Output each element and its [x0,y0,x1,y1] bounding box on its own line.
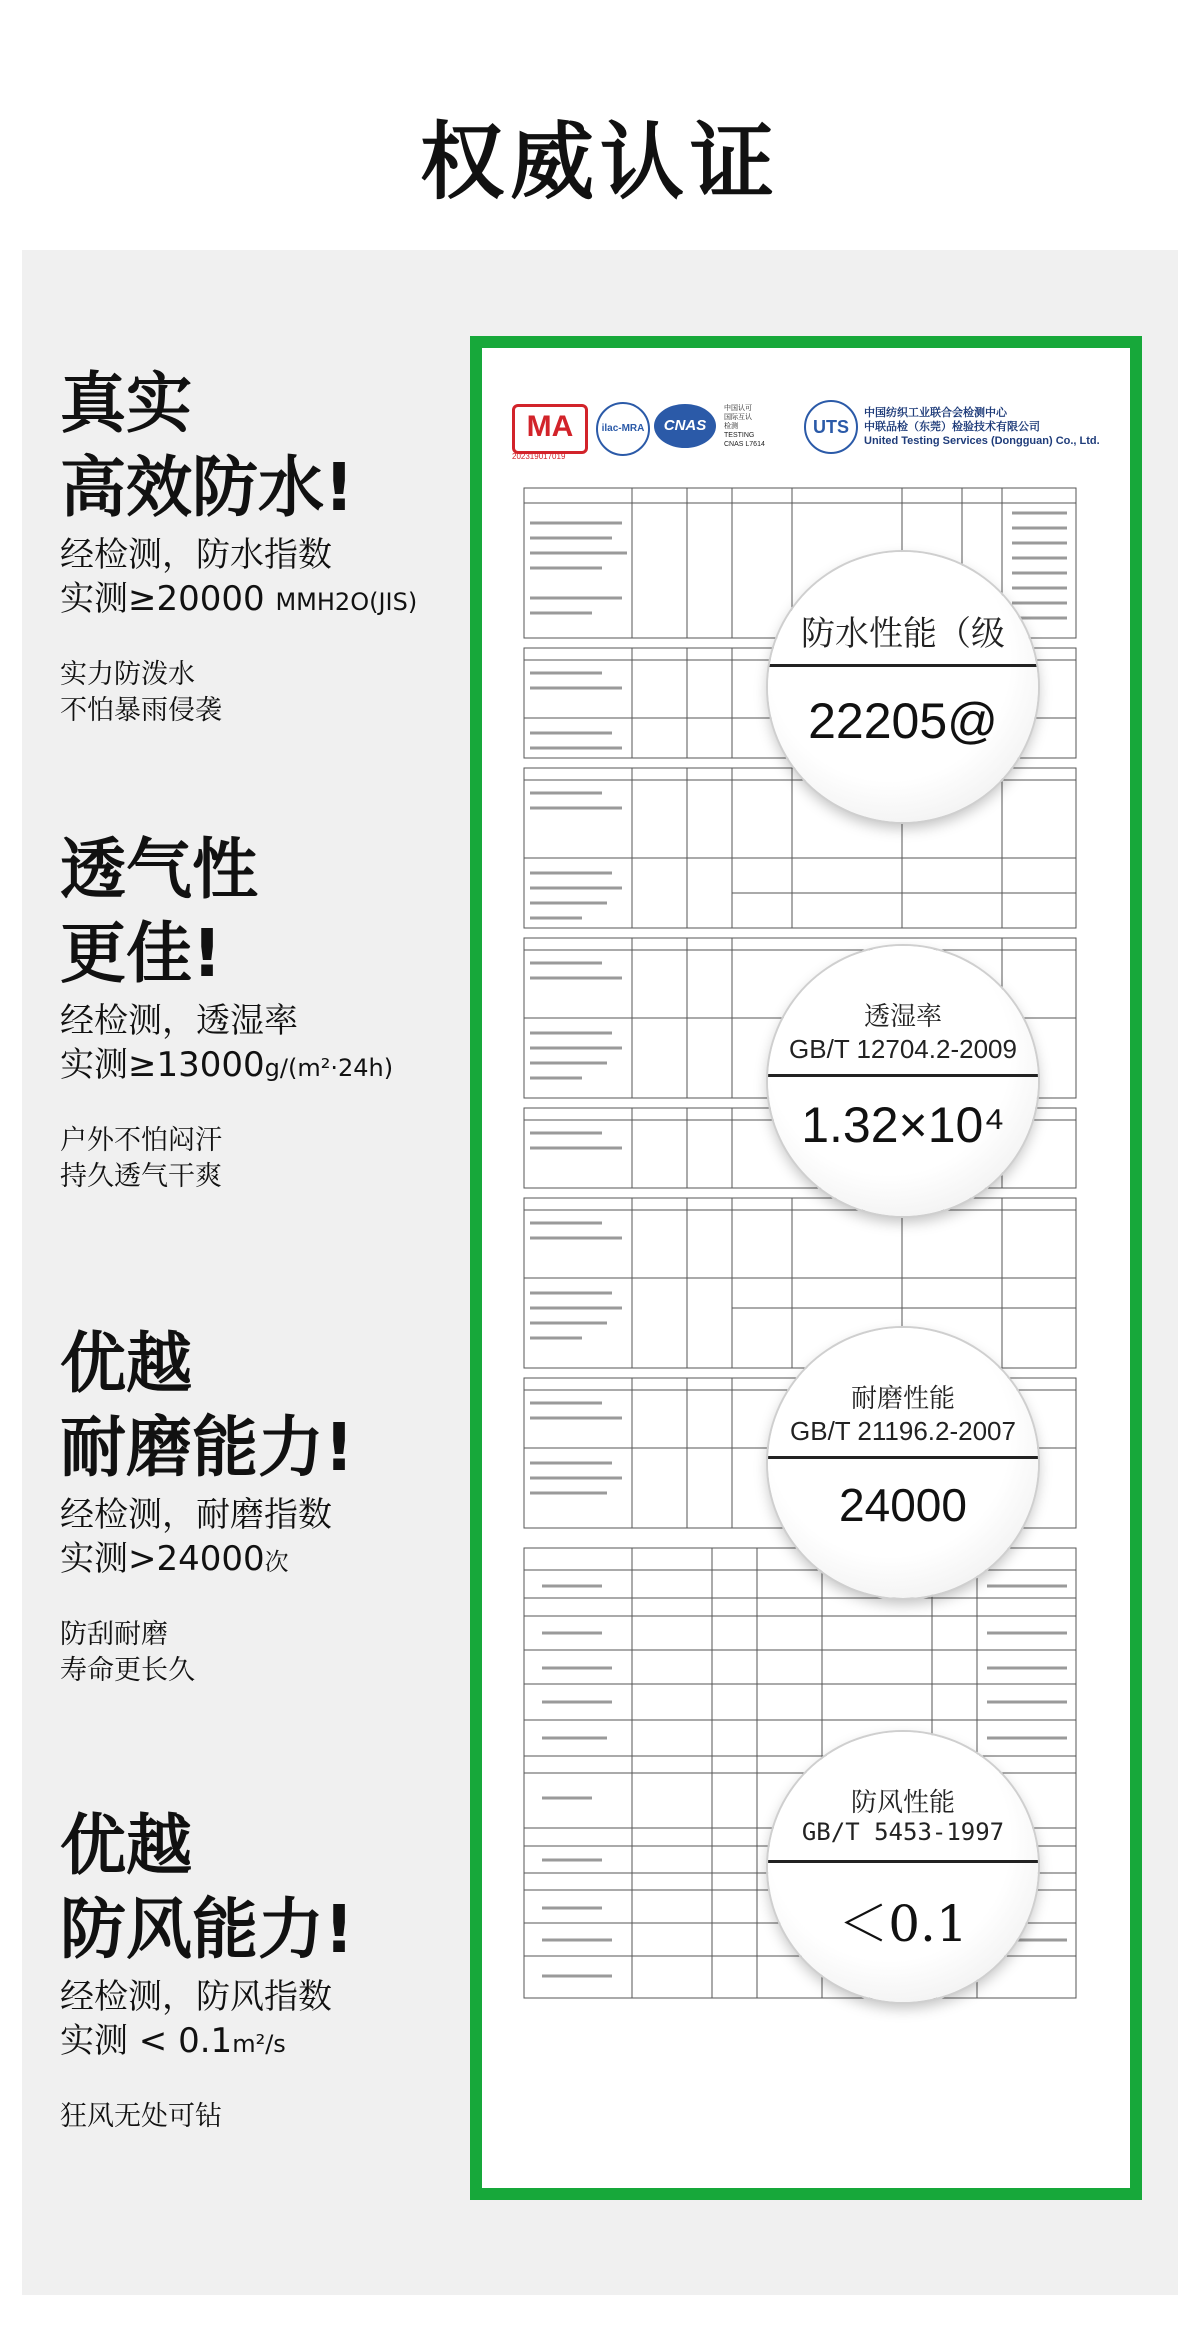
feature-stat-value [60,1046,393,1087]
stat-unit: m²/s [232,2030,286,2058]
feature-heading-line: 透气性 [60,831,258,908]
feature-heading-line: 优越 [60,1325,192,1402]
stat-value: 实测≥20000 [60,579,265,619]
magnifier-breathability [768,946,1038,1216]
cnas-text-line: 检测 [724,423,738,430]
sub-line: 寿命更长久 [60,1655,195,1686]
feature-heading-line: 优越 [60,1807,192,1884]
magnifier-value: 22205@ [808,693,998,749]
magnifier-label: 防风性能 [850,1788,955,1818]
magnifier-standard: GB/T 12704.2-2009 [789,1034,1017,1064]
stat-value: 实测≥13000 [60,1045,265,1085]
feature-heading-line: 更佳! [60,915,223,992]
sub-line: 狂风无处可钻 [60,2101,222,2132]
cnas-text-line: 国际互认 [724,414,752,421]
magnifier-rule [768,1860,1038,1863]
feature-stat-line: 经检测，透湿率 [60,1001,298,1041]
feature-sub-text [60,1123,393,1195]
page-title: 权威认证 [419,113,780,211]
feature-stat-line: 经检测，防风指数 [60,1977,332,2017]
cnas-logo-icon: CNAS [654,404,716,448]
feature-stat-line: 经检测，防水指数 [60,535,332,575]
ma-logo-icon: MA [512,404,588,454]
feature-abrasion [60,1322,354,1689]
feature-stat-line: 经检测，耐磨指数 [60,1495,332,1535]
magnifier-value: 24000 [839,1479,967,1531]
magnifier-standard: GB/T 21196.2-2007 [790,1416,1016,1446]
stat-unit: 次 [264,1548,289,1576]
magnifier-windproof [768,1732,1038,2002]
feature-sub-text [60,2099,354,2135]
feature-waterproof [60,362,417,729]
feature-heading-line: 真实 [60,365,192,442]
cnas-text-line: TESTING [724,432,755,439]
feature-heading-line: 耐磨能力! [60,1409,355,1486]
feature-stat-value [60,580,417,621]
certificate-frame [470,336,1142,2200]
org-line: 中国纺织工业联合会检测中心 [864,407,1007,419]
magnifier-rule [768,1456,1038,1459]
magnifier-standard: GB/T 5453-1997 [801,1818,1005,1846]
stat-value: 实测 < 0.1 [60,2021,233,2061]
stat-value: 实测>24000 [60,1539,265,1579]
sub-line: 不怕暴雨侵袭 [60,695,222,726]
cnas-text-line: CNAS L7614 [724,441,765,448]
ilac-mra-logo-icon: ilac-MRA [596,402,650,456]
sub-line: 实力防泼水 [60,659,195,690]
feature-sub-text [60,1617,354,1689]
uts-logo-icon: UTS [804,400,858,454]
magnifier-value: ＜0.1 [838,1895,968,1953]
feature-breathability [60,828,393,1195]
magnifier-label: 透湿率 [863,1002,942,1032]
ma-number: 202319017019 [512,452,566,461]
magnifier-rule [768,664,1038,667]
sub-line: 户外不怕闷汗 [60,1125,222,1156]
magnifier-label: 防水性能（级 [801,614,1005,654]
magnifier-abrasion [768,1328,1038,1598]
magnifier-rule [768,1074,1038,1077]
magnifier-label: 耐磨性能 [850,1384,955,1414]
cnas-text-line: 中国认可 [724,405,752,412]
feature-stat-value [60,2022,354,2063]
feature-heading-line: 防风能力! [60,1891,355,1968]
org-line: 中联品检（东莞）检验技术有限公司 [864,421,1040,433]
feature-stat-value [60,1540,354,1581]
feature-sub-text [60,657,417,729]
sub-line: 持久透气干爽 [60,1161,222,1192]
feature-heading-line: 高效防水! [60,449,355,526]
sub-line: 防刮耐磨 [60,1619,168,1650]
stat-unit: MMH2O(JIS) [275,588,418,616]
magnifier-waterproof [768,552,1038,822]
feature-windproof [60,1804,354,2135]
stat-unit: g/(m²·24h) [264,1054,394,1082]
org-line: United Testing Services (Dongguan) Co., Ltd. [864,435,1100,447]
magnifier-value: 1.32×10⁴ [801,1097,1005,1153]
